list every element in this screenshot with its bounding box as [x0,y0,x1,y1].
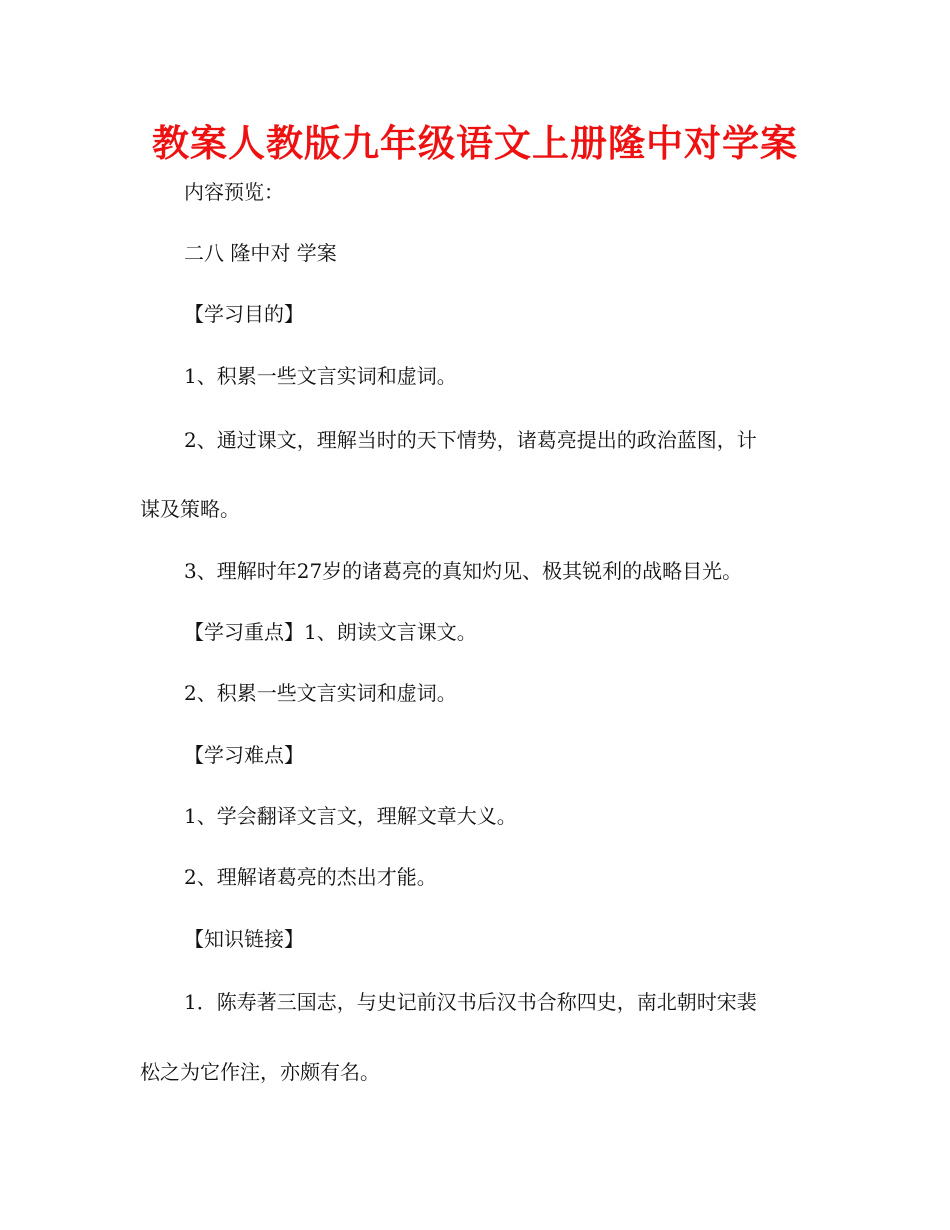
knowledge-item-1: 1．陈寿著三国志，与史记前汉书后汉书合称四史，南北朝时宋裴 [184,990,757,1014]
section-heading-knowledge-link: 【知识链接】 [184,927,304,951]
lesson-heading: 二八 隆中对 学案 [184,241,337,265]
key-point-item-2: 2、积累一些文言实词和虚词。 [184,681,457,705]
document-title: 教案人教版九年级语文上册隆中对学案 [152,122,798,165]
knowledge-item-1-continued: 松之为它作注，亦颇有名。 [140,1060,380,1084]
section-heading-difficulties: 【学习难点】 [184,743,304,767]
objective-item-1: 1、积累一些文言实词和虚词。 [184,364,457,388]
difficulty-item-2: 2、理解诸葛亮的杰出才能。 [184,865,437,889]
section-heading-key-points: 【学习重点】1、朗读文言课文。 [184,620,477,644]
difficulty-item-1: 1、学会翻译文言文，理解文章大义。 [184,804,517,828]
objective-item-3: 3、理解时年27岁的诸葛亮的真知灼见、极其锐利的战略目光。 [184,559,743,583]
objective-item-2-continued: 谋及策略。 [140,497,240,521]
section-heading-objectives: 【学习目的】 [184,302,304,326]
objective-item-2: 2、通过课文，理解当时的天下情势，诸葛亮提出的政治蓝图，计 [184,428,757,452]
content-preview-label: 内容预览： [184,180,284,204]
